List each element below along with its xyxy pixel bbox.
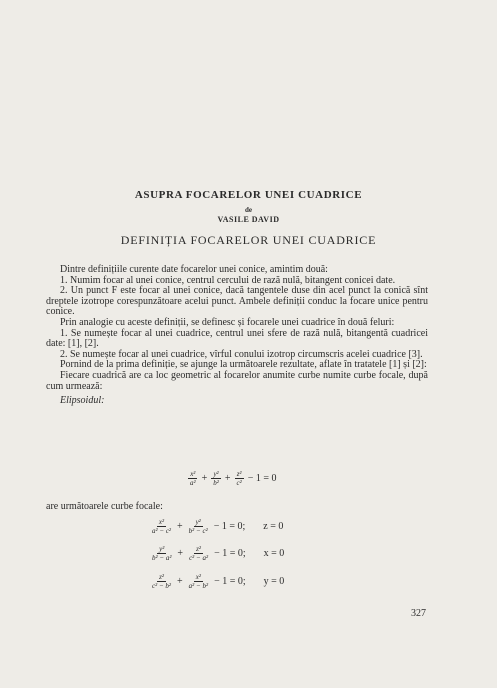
- fraction: $\frac{\text{z²}}{\text{c² − a²}}$: [189, 545, 209, 562]
- section-heading: DEFINIȚIA FOCARELOR UNEI CUADRICE: [120, 233, 377, 247]
- paragraph: 1. Numim focar al unei conice, centrul cercului de rază nulă, bitangent conicei date.: [60, 274, 396, 286]
- fraction: $\frac{\text{z²}}{\text{c²}}$: [236, 470, 242, 487]
- focal-equation-1: $\frac{\text{x²}}{\text{a² − c²}}$ + $\frac{\text{y²}}{\text{b² − c²}}$ − 1 = 0; z = 0: [152, 518, 284, 535]
- body-text: [46, 265, 428, 407]
- page-number: 327: [411, 608, 426, 619]
- fraction: $\frac{\text{x²}}{\text{a²}}$: [190, 470, 196, 487]
- focal-equation-2: $\frac{\text{y²}}{\text{b² − a²}}$ + $\frac{\text{z²}}{\text{c² − a²}}$ − 1 = 0; x = 0: [152, 545, 285, 562]
- focal-equation-3: $\frac{\text{z²}}{\text{c² − b²}}$ + $\frac{\text{x²}}{\text{a² − b²}}$ − 1 = 0; y = 0: [152, 573, 285, 590]
- paragraph: Prin analogie cu aceste definiții, se definesc și focarele unei cuadrice în două feluri:: [60, 316, 395, 328]
- paragraph: 1. Se numește focar al unei cuadrice, centrul unei sfere de rază nulă, bitangentă cuadricei date: [1], [2].: [46, 327, 428, 350]
- paragraph: 2. Un punct F este focar al unei conice, dacă tangentele duse din acel punct la conică sînt dreptele izotrope corespunzătoare acelui punct. Ambele definiții conduc la focare unice pentru conice.: [46, 285, 428, 318]
- ellipsoid-equation: $\frac{\text{x²}}{\text{a²}}$ + $\frac{\text{y²}}{\text{b²}}$ + $\frac{\text{z²}}{\text{c²}}$ − 1 = 0: [190, 470, 277, 487]
- author-name: VASILE DAVID: [217, 215, 280, 224]
- paper-title: ASUPRA FOCARELOR UNEI CUADRICE: [134, 189, 363, 201]
- fraction: $\frac{\text{y²}}{\text{b²}}$: [213, 470, 219, 487]
- paragraph: Fiecare cuadrică are ca loc geometric al focarelor anumite curbe numite curbe focale, după cum urmează:: [46, 369, 428, 392]
- ellipsoid-label: Elipsoidul:: [60, 395, 105, 407]
- fraction: $\frac{\text{x²}}{\text{a² − b²}}$: [188, 573, 209, 590]
- fraction: $\frac{\text{x²}}{\text{a² − c²}}$: [152, 518, 172, 535]
- focal-intro: are următoarele curbe focale:: [46, 501, 163, 512]
- paragraph: Pornind de la prima definiție, se ajunge la următoarele rezultate, aflate în tratatele [1] și [2]:: [60, 359, 427, 371]
- paragraph: 2. Se numește focar al unei cuadrice, vîrful conului izotrop circumscris acelei cuadrice [3].: [60, 348, 423, 360]
- fraction: $\frac{\text{y²}}{\text{b² − a²}}$: [152, 545, 172, 562]
- paragraph: Dintre definițiile curente date focarelor unei conice, amintim două:: [60, 264, 328, 275]
- by-line: de: [245, 206, 252, 214]
- fraction: $\frac{\text{y²}}{\text{b² − c²}}$: [188, 518, 208, 535]
- equation-rest: − 1 = 0: [247, 473, 277, 484]
- fraction: $\frac{\text{z²}}{\text{c² − b²}}$: [152, 573, 172, 590]
- focal-intro-block: [46, 502, 428, 513]
